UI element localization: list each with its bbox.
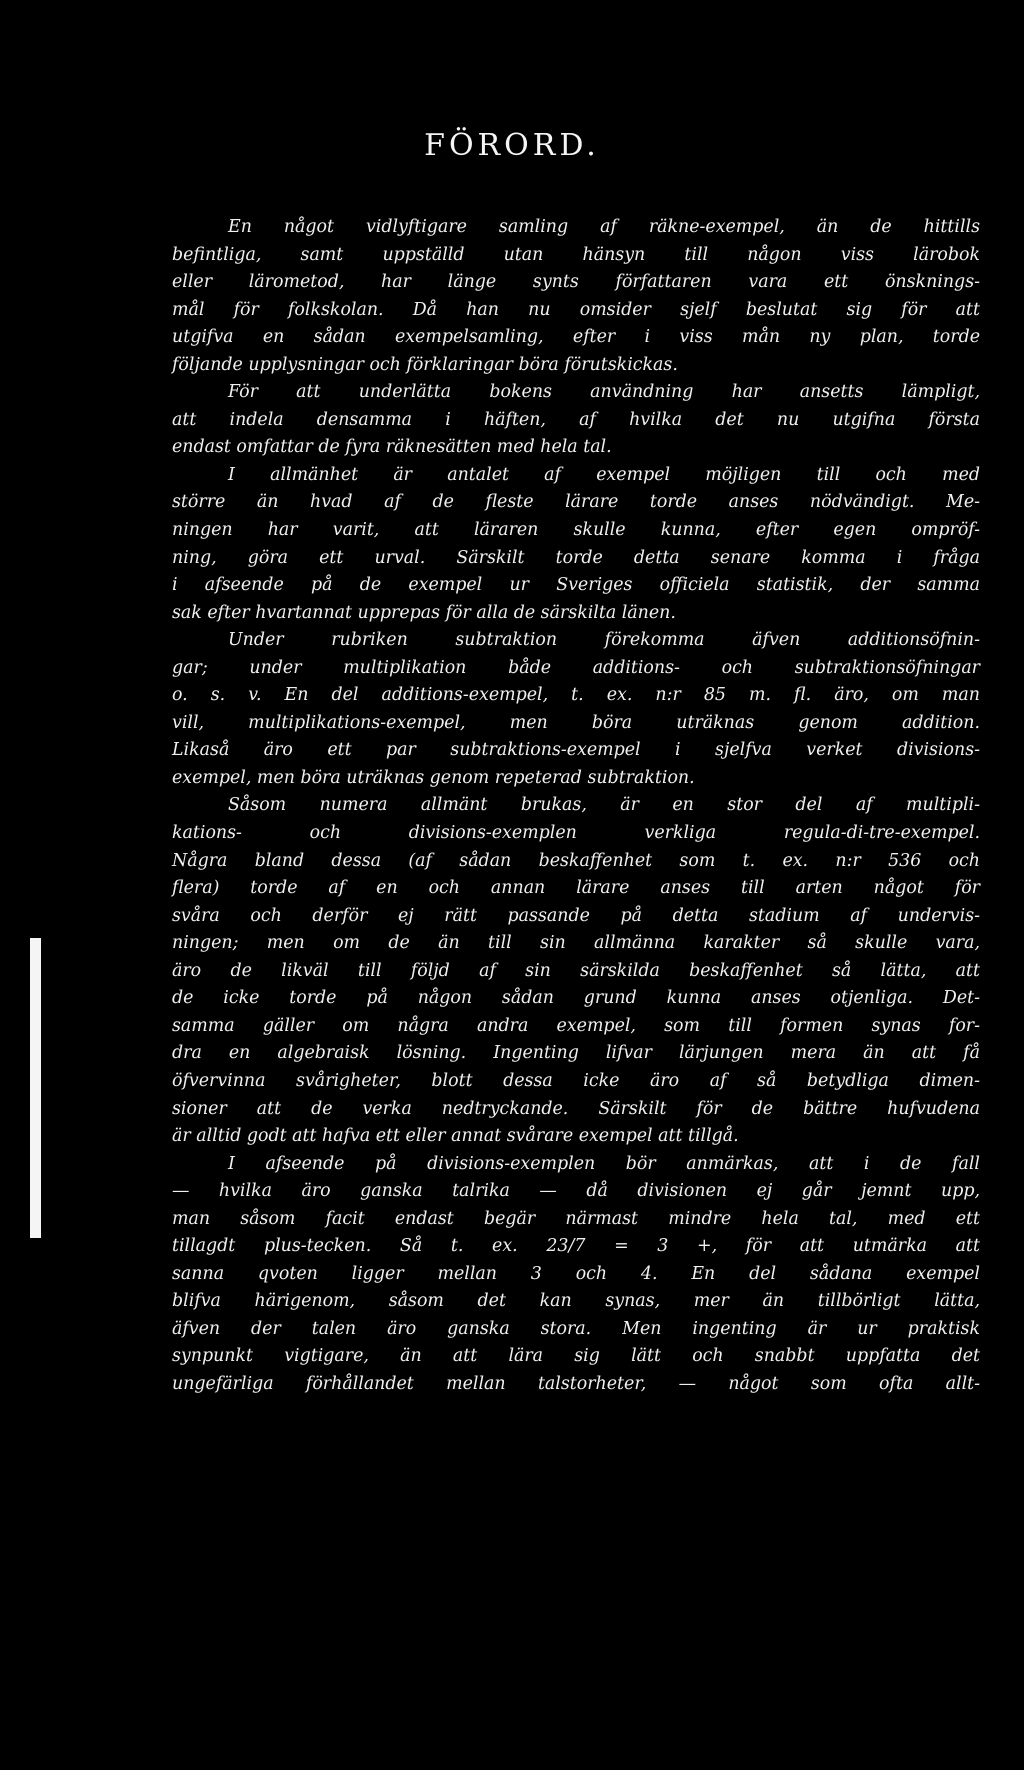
text-line: Några bland dessa (af sådan beskaffenhet som t. ex. n:r 536 och: [172, 850, 980, 871]
text-line: endast omfattar de fyra räknesätten med hela tal.: [172, 437, 612, 458]
text-line: eller lärometod, har länge synts författaren vara ett önsknings-: [172, 272, 980, 293]
text-line: Likaså äro ett par subtraktions-exempel i sjelfva verket divisions-: [172, 740, 980, 761]
text-line: I afseende på divisions-exemplen bör anmärkas, att i de fall: [228, 1153, 980, 1174]
text-line: utgifva en sådan exempelsamling, efter i viss mån ny plan, torde: [172, 327, 980, 348]
text-line: äfven der talen äro ganska stora. Men ingenting är ur praktisk: [172, 1318, 980, 1339]
text-line: i afseende på de exempel ur Sveriges officiela statistik, der samma: [172, 575, 980, 596]
text-line: o. s. v. En del additions-exempel, t. ex. n:r 85 m. fl. äro, om man: [172, 685, 980, 706]
text-line: gar; under multiplikation både additions- och subtraktionsöfningar: [172, 657, 980, 678]
text-line: — hvilka äro ganska talrika — då divisionen ej går jemnt upp,: [172, 1181, 980, 1202]
text-line: exempel, men böra uträknas genom repeterad subtraktion.: [172, 767, 695, 788]
text-line: I allmänhet är antalet af exempel möjligen till och med: [228, 464, 980, 485]
text-line: Under rubriken subtraktion förekomma äfven additionsöfnin-: [228, 630, 980, 651]
text-line: man såsom facit endast begär närmast mindre hela tal, med ett: [172, 1208, 980, 1229]
text-line: öfvervinna svårigheter, blott dessa icke äro af så betydliga dimen-: [172, 1070, 980, 1091]
text-line: de icke torde på någon sådan grund kunna anses otjenliga. Det-: [172, 988, 980, 1009]
text-line: sanna qvoten ligger mellan 3 och 4. En del sådana exempel: [172, 1263, 980, 1284]
text-line: följande upplysningar och förklaringar böra förutskickas.: [172, 354, 678, 375]
text-line: ningen har varit, att läraren skulle kunna, efter egen ompröf-: [172, 520, 980, 541]
text-line: äro de likväl till följd af sin särskilda beskaffenhet så lätta, att: [172, 960, 980, 981]
page-title: FÖRORD.: [424, 128, 600, 163]
text-line: sioner att de verka nedtryckande. Särskilt för de bättre hufvudena: [172, 1098, 980, 1119]
text-line: vill, multiplikations-exempel, men böra uträknas genom addition.: [172, 712, 980, 733]
text-line: dra en algebraisk lösning. Ingenting lifvar lärjungen mera än att få: [172, 1043, 980, 1064]
text-line: kations- och divisions-exemplen verkliga regula-di-tre-exempel.: [172, 823, 980, 844]
text-line: mål för folkskolan. Då han nu omsider sjelf beslutat sig för att: [172, 299, 980, 320]
text-line: Såsom numera allmänt brukas, är en stor del af multipli-: [228, 795, 980, 816]
text-line: flera) torde af en och annan lärare anses till arten något för: [172, 878, 980, 899]
scan-edge-bar: [30, 938, 41, 1238]
text-line: blifva härigenom, såsom det kan synas, mer än tillbörligt lätta,: [172, 1291, 980, 1312]
text-line: att indela densamma i häften, af hvilka det nu utgifna första: [172, 409, 980, 430]
text-line: tillagdt plus-tecken. Så t. ex. 23/7 = 3 +, för att utmärka att: [172, 1236, 980, 1257]
text-line: ning, göra ett urval. Särskilt torde detta senare komma i fråga: [172, 547, 980, 568]
text-line: sak efter hvartannat upprepas för alla de särskilta länen.: [172, 602, 676, 623]
text-line: större än hvad af de fleste lärare torde anses nödvändigt. Me-: [172, 492, 980, 513]
text-line: ningen; men om de än till sin allmänna karakter så skulle vara,: [172, 933, 980, 954]
text-line: befintliga, samt uppställd utan hänsyn till någon viss lärobok: [172, 244, 980, 265]
preface-text: [172, 214, 980, 1399]
text-line: samma gäller om några andra exempel, som till formen synas for-: [172, 1015, 980, 1036]
text-line: är alltid godt att hafva ett eller annat svårare exempel att tillgå.: [172, 1126, 739, 1147]
text-line: För att underlätta bokens användning har ansetts lämpligt,: [228, 382, 980, 403]
text-line: En något vidlyftigare samling af räkne-exempel, än de hittills: [228, 217, 980, 237]
text-line: ungefärliga förhållandet mellan talstorheter, — något som ofta allt-: [172, 1373, 980, 1394]
text-line: svåra och derför ej rätt passande på detta stadium af undervis-: [172, 905, 980, 926]
text-line: synpunkt vigtigare, än att lära sig lätt och snabbt uppfatta det: [172, 1346, 980, 1367]
